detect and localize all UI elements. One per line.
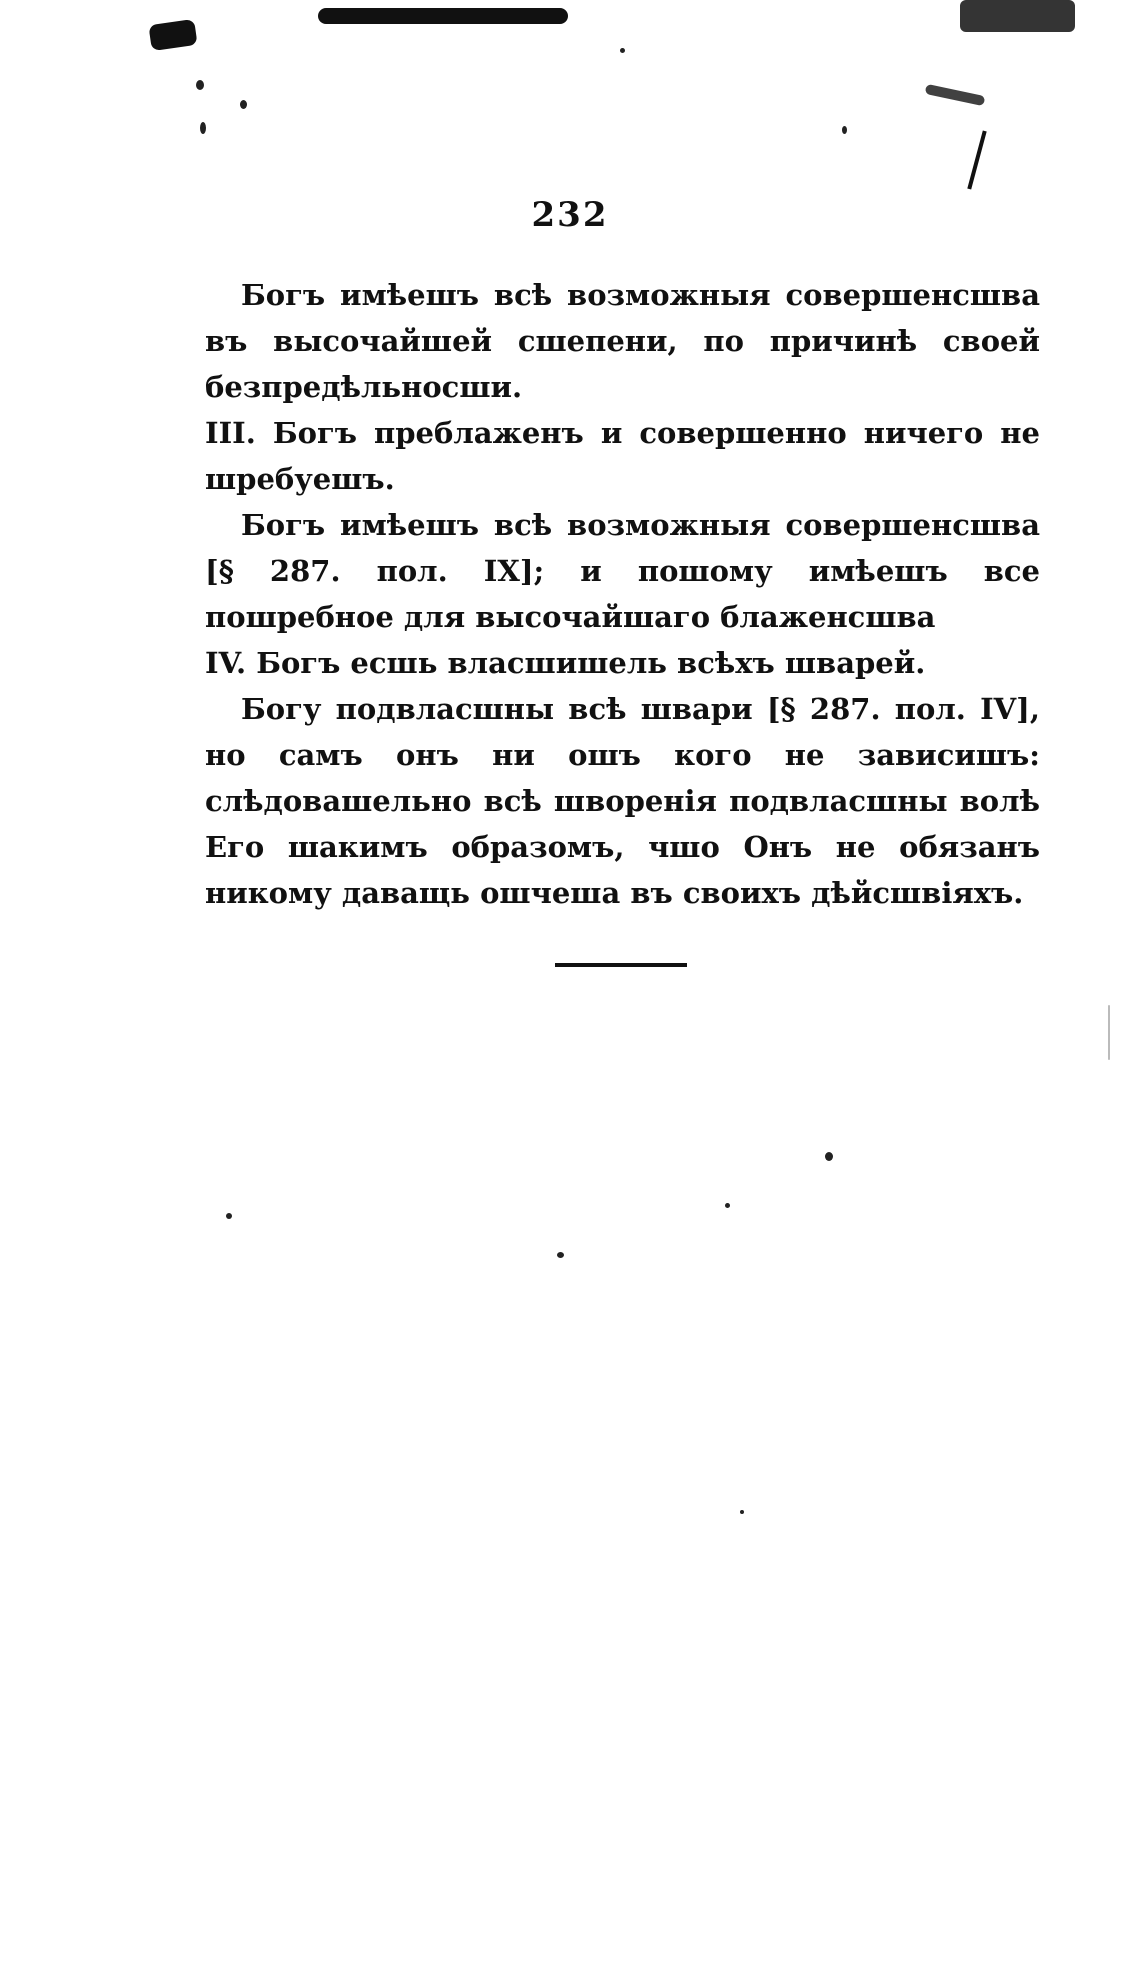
scan-stroke-right	[967, 131, 986, 190]
paragraph: Богъ имѣешъ всѣ возможныя совершенсшва [§ 287. пол. IX]; и пошому имѣешъ все пошребное для высочайшаго блаженсшва	[205, 508, 1040, 634]
scan-speck	[226, 1213, 232, 1219]
scan-smudge-top-right	[960, 0, 1075, 32]
section-heading: III. Богъ преблаженъ и совершенно ничего не шребуешъ.	[205, 416, 1040, 496]
scan-speck	[557, 1252, 564, 1258]
scan-smudge-top-center	[318, 8, 568, 24]
scan-speck	[740, 1510, 744, 1514]
scan-speck	[842, 126, 847, 134]
paragraph: Богу подвласшны всѣ швари [§ 287. пол. IV], но самъ онъ ни ошъ кого не зависишъ: слѣдовашельно всѣ шворенія подвласшны волѣ Его шакимъ образомъ, чшо Онъ не обязанъ никому даващь ошчеша въ своихъ дѣйсшвіяхъ.	[205, 692, 1040, 910]
scan-speck	[240, 100, 247, 109]
scan-speck	[620, 48, 625, 53]
scan-smudge-top-left	[148, 19, 197, 51]
scan-speck	[1108, 1005, 1110, 1060]
scan-speck	[196, 80, 204, 90]
section-heading: IV. Богъ есшь власшишель всѣхъ шварей.	[205, 646, 926, 680]
scan-speck	[725, 1203, 730, 1208]
paragraph: Богъ имѣешъ всѣ возможныя совершенсшва въ высочайшей сшепени, по причинѣ своей безпредѣльносши.	[205, 278, 1040, 404]
scan-speck	[200, 122, 206, 134]
end-rule	[555, 963, 687, 967]
page-number: 232	[531, 195, 609, 235]
page-text	[205, 272, 1040, 916]
scan-smudge-right-mark	[925, 84, 986, 106]
scan-speck	[825, 1152, 833, 1161]
